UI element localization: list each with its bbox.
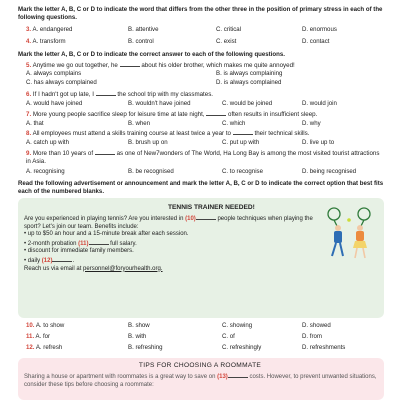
- player-shirt: [356, 231, 364, 241]
- option-b[interactable]: B. refreshing: [128, 344, 163, 351]
- question-stem: 7. More young people sacrifice sleep for leisure time at late night, often results in insufficient sleep.: [26, 111, 318, 118]
- option-d[interactable]: D. from: [302, 333, 322, 340]
- option-a[interactable]: A. recognising: [26, 168, 65, 175]
- question-number: 3.: [26, 26, 32, 33]
- option-c[interactable]: C. exist: [216, 38, 237, 45]
- option-d[interactable]: D. being recognised: [302, 168, 357, 175]
- option-b[interactable]: B. control: [128, 38, 154, 45]
- option-c[interactable]: C. of: [222, 333, 235, 340]
- ad-bullet: • discount for immediate family members.: [24, 248, 134, 255]
- email-link[interactable]: personnel@foryourhealth.org.: [83, 265, 163, 272]
- option-b[interactable]: B. show: [128, 322, 150, 329]
- option-d[interactable]: D. live up to: [302, 139, 335, 146]
- option-a[interactable]: A. to show: [35, 322, 65, 329]
- blank-13: (13): [217, 374, 228, 380]
- tips-title: TIPS FOR CHOOSING A ROOMMATE: [138, 362, 262, 369]
- section1-instruction: Mark the letter A, B, C or D to indicate the word that differs from the other three in the position of primary stress in each of the following questions.: [18, 6, 383, 21]
- option-b[interactable]: B. brush up on: [128, 139, 168, 146]
- option-d[interactable]: D. why: [302, 120, 321, 127]
- answer-blank: [206, 110, 226, 116]
- ad-title: TENNIS TRAINER NEEDED!: [168, 204, 255, 211]
- option-c[interactable]: C. would be joined: [222, 100, 273, 107]
- option-b[interactable]: B. when: [128, 120, 151, 127]
- racket-icon: [328, 208, 340, 220]
- question-options: [26, 120, 386, 128]
- question-stem: 9. More than 10 years of as one of New7wonders of The World, Ha Long Bay is among the most visited tourist attractions in Asia.: [26, 150, 380, 165]
- question-row: [26, 26, 386, 34]
- tips-body: Sharing a house or apartment with roommates is a great way to save on (13) costs. However, to prevent unwanted situations, consider these tips before choosing a roommate:: [24, 374, 377, 388]
- question-stem: 8. All employees must attend a skills training course at least twice a year to their technical skills.: [26, 130, 310, 137]
- player-head: [335, 225, 341, 231]
- player-shirt: [334, 231, 342, 243]
- ad-bullet: • 2-month probation (11) full salary.: [24, 240, 137, 247]
- option-a[interactable]: A. would have joined: [26, 100, 83, 107]
- ad-body: Are you experienced in playing tennis? Are you interested in (10) people techniques when playing the sport? Let's join our team. Benefits include: • up to $50 an hour and a 15-minute break after each session. • 2-month probation (11) full salary. • discount for immediate family members. • daily (12) . Reach us via email at personnel@foryourhealth.org.: [24, 216, 313, 272]
- option-a[interactable]: A. refresh: [35, 344, 63, 351]
- option-a[interactable]: A. catch up with: [26, 139, 70, 146]
- question-stem: 5. Anytime we go out together, he about his older brother, which makes me quite annoyed!: [26, 62, 295, 69]
- question-row: 10. A. to show B. show C. showing D. showed: [26, 322, 331, 329]
- option-d[interactable]: D. refreshments: [302, 344, 346, 351]
- section3-instruction: Read the following advertisement or announcement and mark the letter A, B, C or D to indicate the correct option that best fits each of the numbered blanks.: [18, 180, 384, 195]
- option-a[interactable]: A. endangered: [32, 26, 73, 33]
- player-head: [357, 225, 363, 231]
- tennis-players-illustration: [318, 206, 380, 262]
- option-b[interactable]: B. be recognised: [128, 168, 174, 175]
- option-a[interactable]: A. for: [35, 333, 51, 340]
- option-b[interactable]: B. attentive: [128, 26, 159, 33]
- ad-bullet: • up to $50 an hour and a 15-minute break after each session.: [24, 231, 189, 238]
- answer-blank: [233, 129, 253, 135]
- option-c[interactable]: C. to recognise: [222, 168, 263, 175]
- option-c[interactable]: C. put up with: [222, 139, 260, 146]
- option-d[interactable]: D. would join: [302, 100, 337, 107]
- answer-blank: [96, 90, 116, 96]
- tennis-ball-icon: [347, 218, 351, 222]
- blank-10: (10): [185, 216, 196, 222]
- option-c[interactable]: C. showing: [222, 322, 253, 329]
- option-d[interactable]: D. contact: [302, 38, 330, 45]
- option-d[interactable]: D. is always complained: [216, 79, 282, 86]
- question-options: [26, 139, 386, 147]
- section2-instruction: Mark the letter A, B, C or D to indicate the correct answer to each of the following questions.: [18, 51, 285, 58]
- question-options: [26, 79, 386, 87]
- option-a[interactable]: A. that: [26, 120, 44, 127]
- option-b[interactable]: B. wouldn't have joined: [128, 100, 191, 107]
- answer-blank: [120, 61, 140, 67]
- option-d[interactable]: D. showed: [302, 322, 331, 329]
- ad-bullet: • daily (12) .: [24, 257, 75, 264]
- question-number: 4.: [26, 38, 32, 45]
- option-c[interactable]: C. has always complained: [26, 79, 97, 86]
- question-row: 12. A. refresh B. refreshing C. refreshingly D. refreshments: [26, 344, 346, 351]
- option-c[interactable]: C. critical: [216, 26, 242, 33]
- option-b[interactable]: B. with: [128, 333, 147, 340]
- answer-blank: [95, 149, 115, 155]
- option-b[interactable]: B. is always complaining: [216, 70, 283, 77]
- option-c[interactable]: C. refreshingly: [222, 344, 262, 351]
- blank-12: (12): [41, 257, 53, 264]
- question-row: 11. A. for B. with C. of D. from: [26, 333, 322, 340]
- question-stem: 6. If I hadn't got up late, I the school trip with my classmates.: [26, 91, 214, 98]
- blank-11: (11): [78, 240, 89, 247]
- question-options: [26, 100, 386, 108]
- question-options: [26, 70, 386, 78]
- option-a[interactable]: A. transform: [32, 38, 66, 45]
- option-c[interactable]: C. which: [222, 120, 246, 127]
- option-d[interactable]: D. enormous: [302, 26, 337, 33]
- question-options: [26, 168, 386, 176]
- racket-icon: [358, 208, 370, 220]
- option-a[interactable]: A. always complains: [26, 70, 82, 77]
- question-row: [26, 38, 386, 46]
